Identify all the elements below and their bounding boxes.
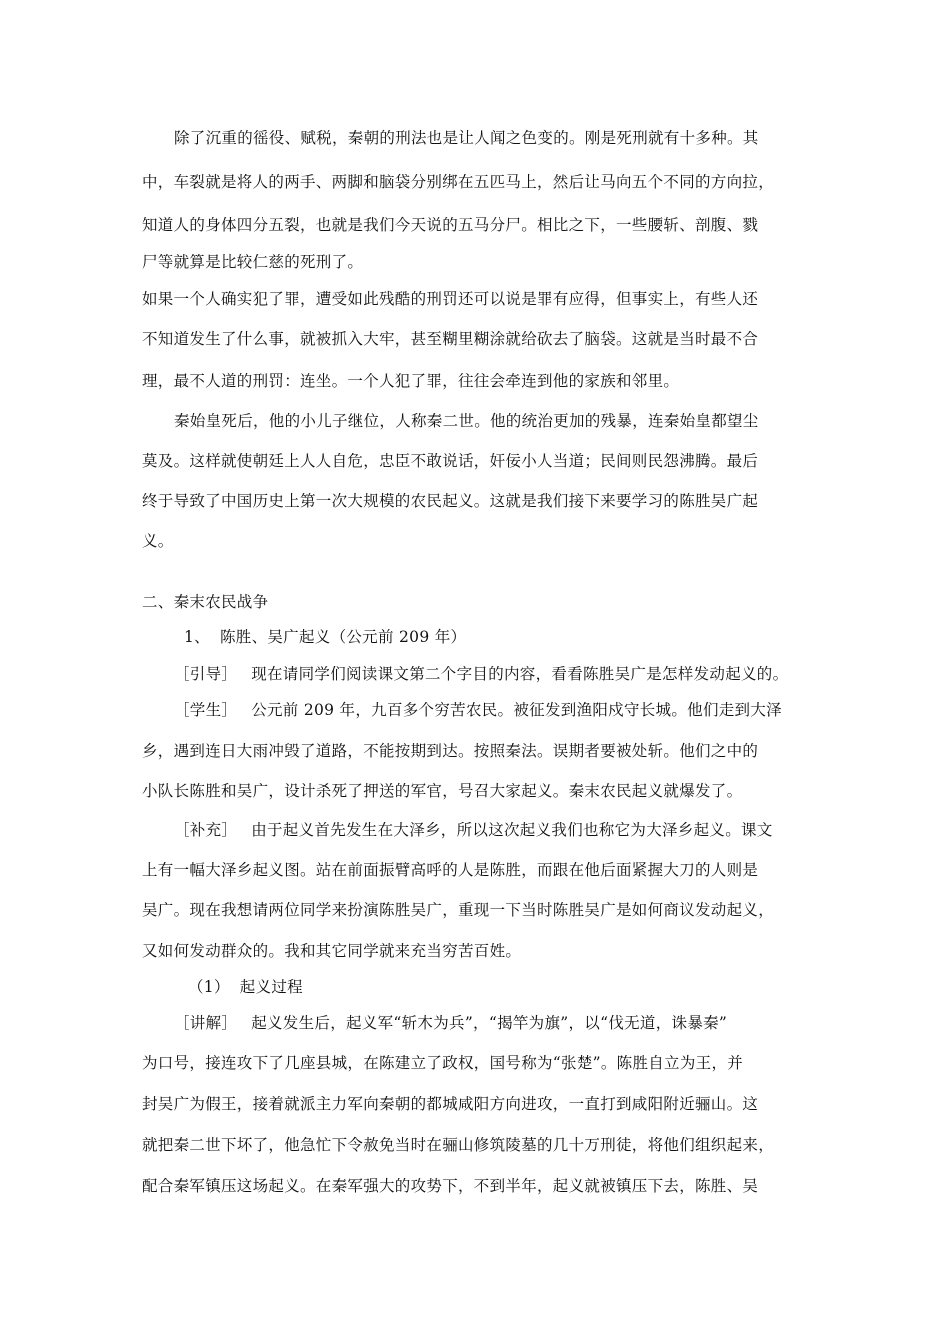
student-label: ［学生］ bbox=[174, 701, 238, 719]
section-heading: 二、秦末农民战争 bbox=[142, 593, 269, 611]
supplement-line-4: 又如何发动群众的。我和其它同学就来充当穷苦百姓。 bbox=[142, 942, 522, 960]
sub-heading-number: （1） bbox=[188, 978, 230, 996]
subsection-number: 1、 bbox=[184, 628, 210, 646]
paragraph-3-line-2: 莫及。这样就使朝廷上人人自危，忠臣不敢说话，奸佞小人当道；民间则民怨沸腾。最后 bbox=[142, 452, 759, 470]
subsection-title: 陈胜、吴广起义（公元前 209 年） bbox=[219, 628, 467, 646]
student-line-2: 乡，遇到连日大雨冲毁了道路，不能按期到达。按照秦法。误期者要被处斩。他们之中的 bbox=[142, 742, 759, 760]
paragraph-2-line-2: 不知道发生了什么事，就被抓入大牢，甚至糊里糊涂就给砍去了脑袋。这就是当时最不合 bbox=[142, 330, 759, 348]
sub-heading-title: 起义过程 bbox=[239, 978, 303, 996]
explain-label: ［讲解］ bbox=[174, 1014, 238, 1032]
explain-text-first: 起义发生后，起义军“斩木为兵”，“揭竿为旗”，以“伐无道，诛暴秦” bbox=[251, 1014, 728, 1032]
paragraph-1-line-1: 除了沉重的徭役、赋税，秦朝的刑法也是让人闻之色变的。刚是死刑就有十多种。其 bbox=[174, 129, 759, 147]
explain-line-5: 配合秦军镇压这场起义。在秦军强大的攻势下，不到半年，起义就被镇压下去，陈胜、吴 bbox=[142, 1177, 759, 1195]
paragraph-1-line-3: 知道人的身体四分五裂，也就是我们今天说的五马分尸。相比之下，一些腰斩、剖腹、戮 bbox=[142, 216, 759, 234]
subsection-heading bbox=[184, 627, 466, 647]
guide-label: ［引导］ bbox=[174, 665, 238, 683]
sub-heading bbox=[188, 977, 303, 997]
paragraph-2-line-3: 理，最不人道的刑罚：连坐。一个人犯了罪，往往会牵连到他的家族和邻里。 bbox=[142, 372, 680, 390]
student-line-3: 小队长陈胜和吴广，设计杀死了押送的军官，号召大家起义。秦末农民起义就爆发了。 bbox=[142, 782, 743, 800]
explain-line-3: 封吴广为假王，接着就派主力军向秦朝的都城咸阳方向进攻，一直打到咸阳附近骊山。这 bbox=[142, 1095, 759, 1113]
paragraph-1-line-4: 尸等就算是比较仁慈的死刑了。 bbox=[142, 253, 364, 271]
paragraph-3-line-4: 义。 bbox=[142, 532, 174, 550]
student-line-1 bbox=[174, 700, 782, 720]
explain-line-4: 就把秦二世下坏了，他急忙下令赦免当时在骊山修筑陵墓的几十万刑徒，将他们组织起来， bbox=[142, 1136, 775, 1154]
guide-line bbox=[174, 664, 788, 684]
explain-line-1 bbox=[174, 1013, 727, 1033]
paragraph-2-line-1: 如果一个人确实犯了罪，遭受如此残酷的刑罚还可以说是罪有应得，但事实上，有些人还 bbox=[142, 290, 759, 308]
explain-line-2: 为口号，接连攻下了几座县城，在陈建立了政权，国号称为“张楚”。陈胜自立为王，并 bbox=[142, 1054, 744, 1072]
student-text-first: 公元前 209 年，九百多个穷苦农民。被征发到渔阳戍守长城。他们走到大泽 bbox=[251, 701, 782, 719]
supplement-label: ［补充］ bbox=[174, 821, 238, 839]
supplement-text-first: 由于起义首先发生在大泽乡，所以这次起义我们也称它为大泽乡起义。课文 bbox=[251, 821, 773, 839]
guide-text: 现在请同学们阅读课文第二个字目的内容，看看陈胜吴广是怎样发动起义的。 bbox=[251, 665, 789, 683]
supplement-line-3: 吴广。现在我想请两位同学来扮演陈胜吴广，重现一下当时陈胜吴广是如何商议发动起义， bbox=[142, 901, 775, 919]
paragraph-3-line-3: 终于导致了中国历史上第一次大规模的农民起义。这就是我们接下来要学习的陈胜吴广起 bbox=[142, 492, 759, 510]
supplement-line-1 bbox=[174, 820, 773, 840]
paragraph-1-line-2: 中，车裂就是将人的两手、两脚和脑袋分别绑在五匹马上，然后让马向五个不同的方向拉， bbox=[142, 173, 775, 191]
paragraph-3-line-1: 秦始皇死后，他的小儿子继位，人称秦二世。他的统治更加的残暴，连秦始皇都望尘 bbox=[174, 412, 759, 430]
supplement-line-2: 上有一幅大泽乡起义图。站在前面振臂高呼的人是陈胜，而跟在他后面紧握大刀的人则是 bbox=[142, 861, 759, 879]
